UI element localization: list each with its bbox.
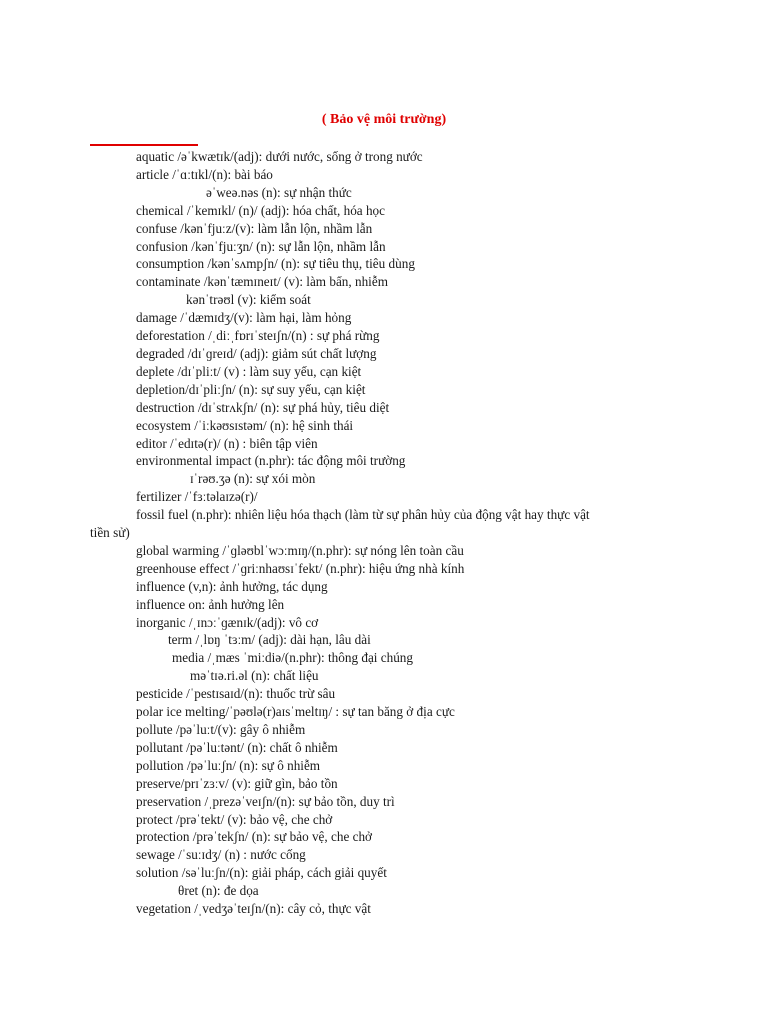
vocab-entry-degraded: degraded /dɪˈɡreɪd/ (adj): giảm sút chất lượng <box>136 345 377 361</box>
vocab-entry-ecosystem: ecosystem /ˈiːkəʊsɪstəm/ (n): hệ sinh thái <box>136 417 354 433</box>
vocab-entry-greenhouse-effect: greenhouse effect /ˈɡriːnhaʊsɪˈfekt/ (n.phr): hiệu ứng nhà kính <box>136 560 465 576</box>
title-text: ( Bảo vệ môi trường) <box>321 112 447 127</box>
vocab-entry-fertilizer: fertilizer /ˈfɜːtəlaɪzə(r)/ <box>136 489 258 505</box>
vocab-entry-pollution: pollution /pəˈluːʃn/ (n): sự ô nhiễm <box>136 757 321 773</box>
vocab-entry-global-warming: global warming /ˈɡləʊblˈwɔːmɪŋ/(n.phr): sự nóng lên toàn cầu <box>136 542 464 558</box>
vocab-entry-preservation: preservation /ˌprezəˈveɪʃn/(n): sự bảo tồn, duy trì <box>136 793 395 809</box>
vocab-entry-editor: editor /ˈedɪtə(r)/ (n) : biên tập viên <box>136 435 318 451</box>
vocab-entry-fossil-fuel: fossil fuel (n.phr): nhiên liệu hóa thạch (làm từ sự phân hủy của động vật hay thực vật <box>136 507 590 523</box>
vocab-entry-vegetation: vegetation /ˌvedʒəˈteɪʃn/(n): cây cỏ, thực vật <box>136 901 371 917</box>
vocab-entry-confusion: confusion /kənˈfjuːʒn/ (n): sự lẫn lộn, nhầm lẫn <box>136 238 386 254</box>
vocab-entry-chemical: chemical /ˈkemɪkl/ (n)/ (adj): hóa chất, hóa học <box>136 202 385 218</box>
vocab-entry-erosion: ɪˈrəʊ.ʒə (n): sự xói mòn <box>190 471 316 487</box>
vocabulary-list <box>0 148 768 918</box>
vocab-entry-material: məˈtɪə.ri.əl (n): chất liệu <box>190 668 319 684</box>
vocab-entry-pesticide: pesticide /ˈpestɪsaɪd/(n): thuốc trừ sâu <box>136 686 336 702</box>
vocab-entry-aquatic: aquatic /əˈkwætɪk/(adj): dưới nước, sống ở trong nước <box>136 149 423 164</box>
vocab-entry-polar-ice-melting: polar ice melting/ˈpəʊlə(r)aɪsˈmeltɪŋ/ : sự tan băng ở địa cực <box>136 704 455 720</box>
red-underline-divider <box>90 144 198 146</box>
vocab-entry-deforestation: deforestation /ˌdiːˌfɒrɪˈsteɪʃn/(n) : sự phá rừng <box>136 328 380 344</box>
vocab-entry-environmental-impact: environmental impact (n.phr): tác động môi trường <box>136 453 406 469</box>
vocab-entry-inorganic: inorganic /ˌɪnɔːˈɡænɪk/(adj): vô cơ <box>136 614 319 630</box>
vocab-entry-influence-on: influence on: ảnh hưởng lên <box>136 596 285 612</box>
vocab-entry-consumption: consumption /kənˈsʌmpʃn/ (n): sự tiêu thụ, tiêu dùng <box>136 256 415 272</box>
page-title <box>0 112 768 128</box>
vocab-entry-awareness: əˈweə.nəs (n): sự nhận thức <box>206 184 352 200</box>
vocab-entry-pollute: pollute /pəˈluːt/(v): gây ô nhiễm <box>136 722 306 737</box>
vocab-entry-fossil-fuel-continuation: tiền sử) <box>90 525 130 541</box>
vocab-entry-sewage: sewage /ˈsuːɪdʒ/ (n) : nước cống <box>136 847 306 863</box>
vocab-entry-destruction: destruction /dɪˈstrʌkʃn/ (n): sự phá hủy, tiêu diệt <box>136 399 390 415</box>
vocab-entry-protect: protect /prəˈtekt/ (v): bảo vệ, che chở <box>136 811 333 827</box>
vocab-entry-contaminate: contaminate /kənˈtæmɪneɪt/ (v): làm bẩn, nhiễm <box>136 274 388 290</box>
vocab-entry-influence: influence (v,n): ảnh hưởng, tác dụng <box>136 578 328 594</box>
vocab-entry-protection: protection /prəˈtekʃn/ (n): sự bảo vệ, che chở <box>136 829 373 845</box>
vocab-entry-long-term: term /ˌlɒŋ ˈtɜːm/ (adj): dài hạn, lâu dài <box>168 632 371 648</box>
vocab-entry-pollutant: pollutant /pəˈluːtənt/ (n): chất ô nhiễm <box>136 739 338 755</box>
vocab-entry-preserve: preserve/prɪˈzɜːv/ (v): giữ gìn, bảo tồn <box>136 775 338 791</box>
vocab-entry-threat: θret (n): đe dọa <box>178 883 259 899</box>
vocab-entry-control: kənˈtrəʊl (v): kiểm soát <box>186 292 311 308</box>
vocab-entry-article: article /ˈɑːtɪkl/(n): bài báo <box>136 166 273 182</box>
vocab-entry-confuse: confuse /kənˈfjuːz/(v): làm lẫn lộn, nhầm lẫn <box>136 220 373 236</box>
vocab-entry-deplete: deplete /dɪˈpliːt/ (v) : làm suy yếu, cạn kiệt <box>136 363 362 379</box>
vocab-entry-solution: solution /səˈluːʃn/(n): giải pháp, cách giải quyết <box>136 865 387 881</box>
vocab-entry-mass-media: media /ˌmæs ˈmiːdiə/(n.phr): thông đại chúng <box>172 650 413 666</box>
vocab-entry-depletion: depletion/dɪˈpliːʃn/ (n): sự suy yếu, cạn kiệt <box>136 381 366 397</box>
vocab-entry-damage: damage /ˈdæmɪdʒ/(v): làm hại, làm hỏng <box>136 310 352 326</box>
